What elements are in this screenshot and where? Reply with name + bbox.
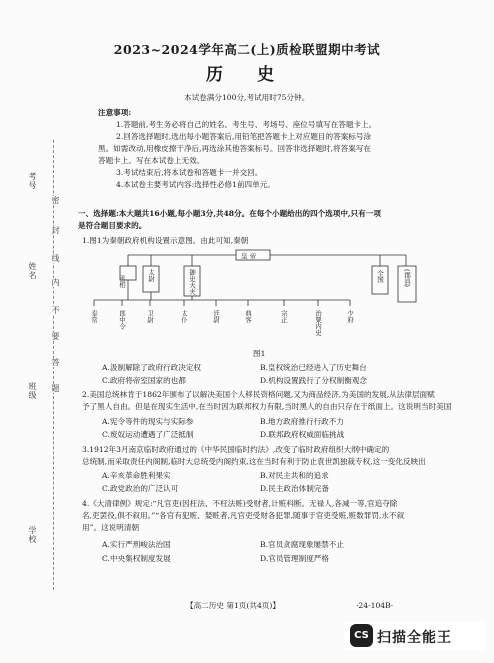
- seal-char: 内: [51, 278, 60, 287]
- nine-minister-label: 奉常: [90, 310, 98, 323]
- margin-label-xingming: 姓名: [28, 262, 37, 280]
- margin-label-kaohao: 考号: [28, 172, 37, 190]
- footer-code: ·24-104B·: [356, 601, 394, 610]
- camscanner-logo-icon: CS: [350, 624, 373, 647]
- q3-stem-line: 总统制,而采取责任内阁制,临时大总统受内阁约束,这在当时有利于防止袁世凯独裁专权,这一变化反映出: [82, 457, 426, 466]
- exam-subject: 历 史: [206, 65, 288, 85]
- q2-option-b: B.地方政府推行行政不力: [260, 417, 344, 426]
- minister-label: 太尉: [147, 269, 155, 282]
- q2-stem-line: 2.美国总统林肯于1862年颁布了以解决美国个人移民资格问题,又为商品经济,为美国的发展,从法律层面赋: [82, 390, 435, 399]
- kaohao-underline: [33, 185, 34, 186]
- q1-diagram: [88, 248, 418, 344]
- seal-char: 不: [51, 306, 60, 315]
- q3-option-b: B.对民主共和的追求: [260, 471, 329, 480]
- q4-stem-line: 名,吏罢役,俱不叙用。”“各官有犯赃、婪赃者,凡官吏受财各犯罪,随事于官吏受赃,赃数罪罚,永不叙: [82, 511, 405, 520]
- q4-option-b: B.官员贪腐现象屡禁不止: [260, 540, 344, 549]
- q1-option-d: D.机构设置践行了分权制衡观念: [260, 376, 367, 385]
- nine-minister-label: 郎中令: [118, 310, 126, 330]
- seal-char: 要: [51, 332, 60, 341]
- q3-stem-line: 3.1912年3月南京临时政府通过的《中华民国临时约法》,改变了临时政府组织大纲中确定的: [82, 445, 390, 454]
- minister-label: 御史大夫: [188, 269, 196, 295]
- nine-minister-label: 卫尉: [146, 310, 154, 323]
- note-line: 黑。如需改动,用橡皮擦干净后,再选涂其他答案标号。回答非选择题时,将答案写在: [98, 144, 372, 153]
- note-line: 2.回答选择题时,选出每小题答案后,用铅笔把答题卡上对应题目的答案标号涂: [116, 132, 372, 141]
- q4-stem-line: 用”。这说明清朝: [82, 523, 140, 532]
- section-heading-cont: 是符合题目要求的。: [78, 221, 147, 230]
- q2-option-c: C.废奴运动遭遇了广泛抵制: [102, 430, 194, 439]
- note-line: 4.本试卷主要考试内容:选择性必修1前四单元。: [116, 180, 275, 189]
- scanner-badge-text: 扫描全能王: [377, 630, 452, 646]
- nine-minister-label: 廷尉: [212, 310, 220, 323]
- nine-minister-label: 典客: [244, 310, 252, 323]
- minister-label: 丞相: [118, 275, 126, 288]
- q2-option-a: A.宪令等件的现实与实际参: [102, 417, 194, 426]
- q1-figure-label: 图1: [253, 349, 266, 358]
- nine-minister-label: 太仆: [180, 310, 188, 323]
- q3-option-d: D.民主政治体制完备: [260, 484, 329, 493]
- nine-minister-label: 治粟内史: [314, 310, 322, 336]
- margin-label-banji: 班级: [28, 382, 37, 400]
- nine-minister-label: 宗正: [280, 310, 288, 323]
- q3-option-a: A.辛亥革命胜利果实: [102, 471, 171, 480]
- seal-char: 密: [51, 196, 60, 205]
- note-line: 答题卡上。写在本试卷上无效。: [98, 156, 205, 165]
- notes-heading: 注意事项:: [98, 108, 132, 117]
- region-label: (郡县): [403, 269, 411, 288]
- q4-option-a: A.实行严刑峻法治国: [102, 540, 171, 549]
- seal-char: 线: [51, 254, 60, 263]
- q1-option-b: B.皇权统治已经进入了历史舞台: [260, 363, 367, 372]
- footer-page-info: 【高二历史 第1页(共4页)】: [186, 601, 280, 610]
- region-label: 全国: [376, 270, 384, 283]
- q1-stem: 1.图1为秦朝政府机构设置示意图。由此可知,秦朝: [82, 236, 249, 245]
- q4-option-c: C.中央集权制度发展: [102, 554, 171, 563]
- note-line: 1.答题前,考生务必将自己的姓名、考生号、考场号、座位号填写在答题卡上。: [116, 120, 377, 129]
- nine-minister-label: 少府: [346, 310, 354, 323]
- emperor-label: 皇 帝: [241, 252, 257, 260]
- q3-option-c: C.政党政治的广泛认可: [102, 484, 179, 493]
- seal-char: 封: [51, 226, 60, 235]
- section-heading: 一、选择题:本大题共16小题,每小题3分,共48分。在每个小题给出的四个选项中,只有一项: [78, 209, 381, 218]
- seal-char: 题: [51, 384, 60, 393]
- q4-stem-line: 4.《大清律例》规定:“凡官吏(因枉法、不枉法赃)受财者,计赃科断。无禄人,各减一等,官追夺除: [82, 499, 398, 508]
- q1-option-a: A.汲制解除了政府行政决定权: [102, 363, 202, 372]
- seal-char: 答: [51, 358, 60, 367]
- q1-option-c: C.政府将帝室国家的也都: [102, 376, 186, 385]
- info-line: 本试卷满分100分,考试用时75分钟。: [184, 93, 310, 102]
- note-line: 3.考试结束后,将本试卷和答题卡一并交回。: [116, 168, 263, 177]
- q2-stem-line: 予了黑人自由。但是在现实生活中,在当时因为联邦权力有限,当时黑人的自由只存在于纸面上。这说明当时美国: [82, 402, 452, 411]
- margin-label-xuexiao: 学校: [28, 526, 37, 544]
- exam-title: 2023~2024学年高二(上)质检联盟期中考试: [113, 42, 381, 57]
- q2-option-d: D.联邦政府权威面临挑战: [260, 430, 345, 439]
- scanner-badge: [344, 621, 484, 651]
- q4-option-d: D.官员管理制度严格: [260, 554, 329, 563]
